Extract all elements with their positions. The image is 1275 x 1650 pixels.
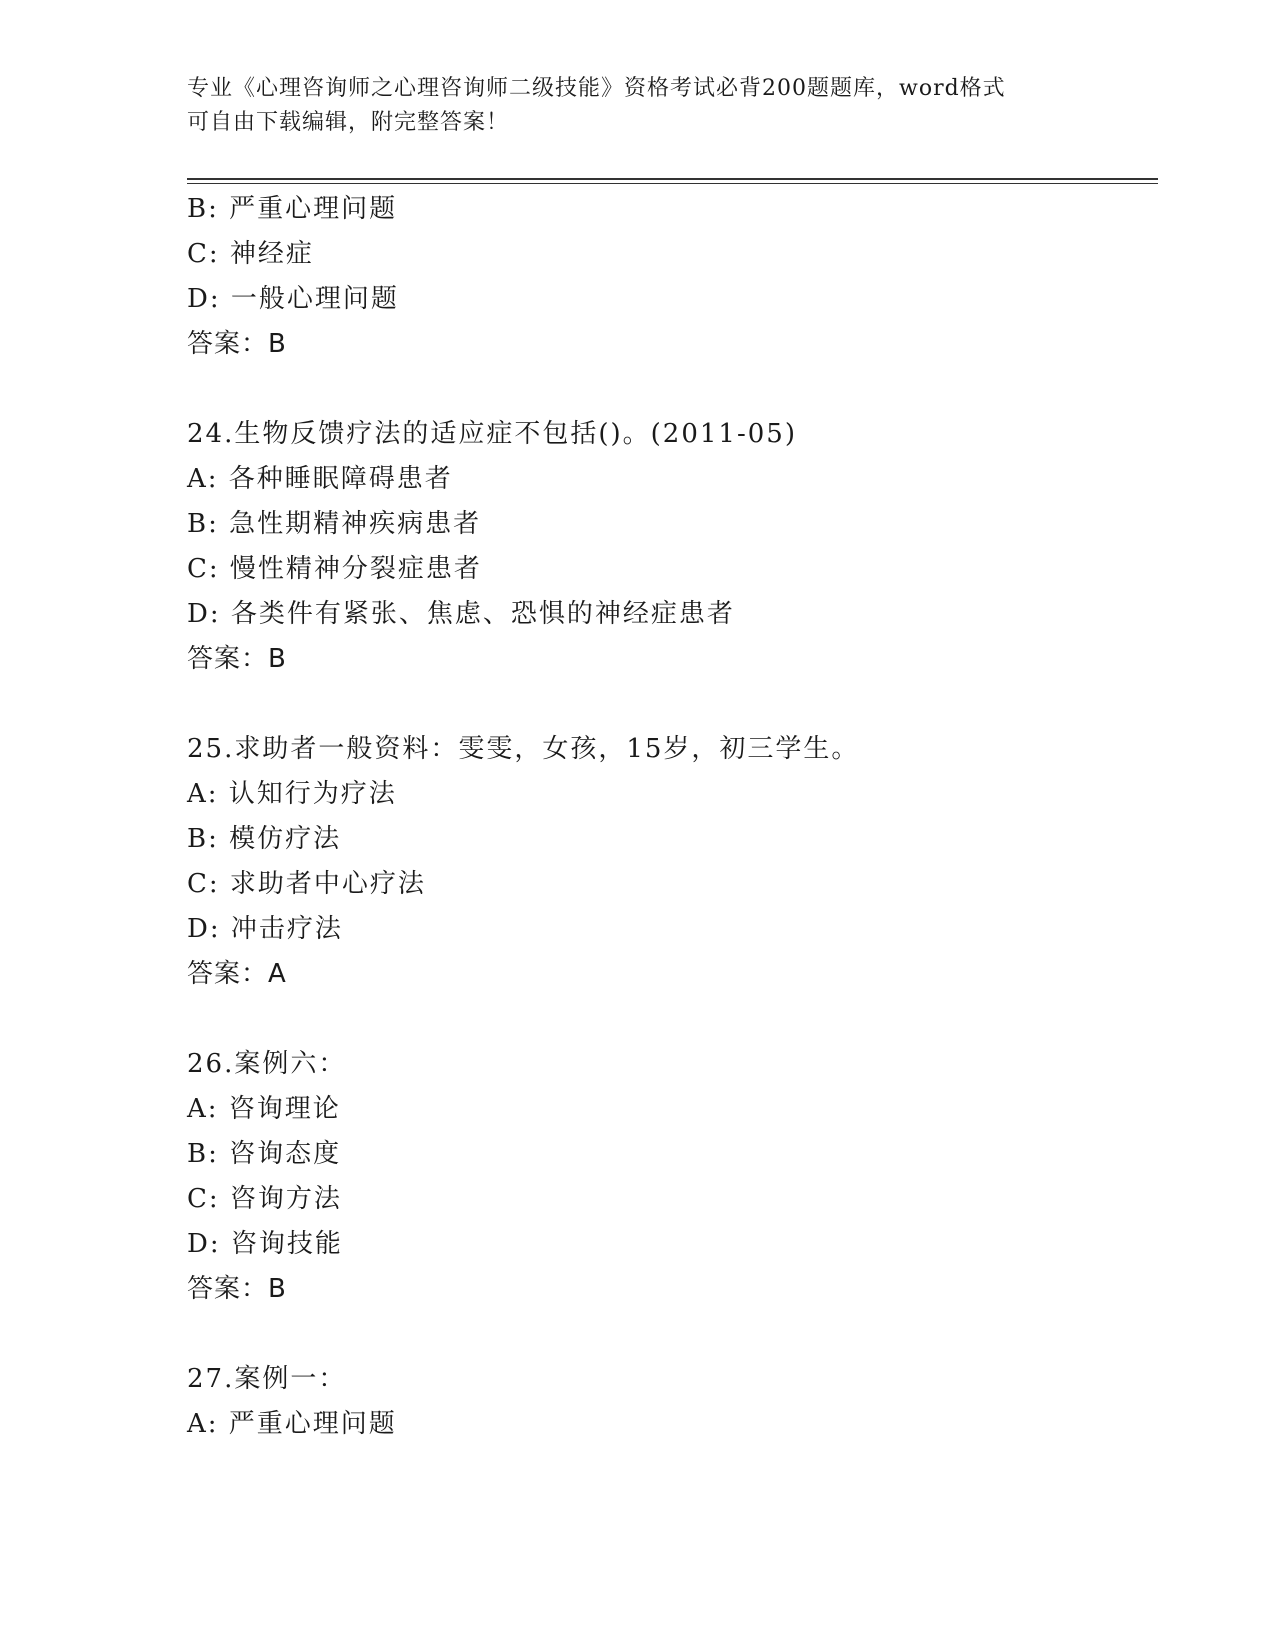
- q25-answer: 答案：A: [187, 959, 287, 989]
- q24-stem: 24.生物反馈疗法的适应症不包括()。(2011-05): [187, 419, 797, 449]
- q27-option-a: A: 严重心理问题: [187, 1409, 397, 1439]
- q26-option-b: B: 咨询态度: [187, 1139, 342, 1169]
- header-line-1: 专业《心理咨询师之心理咨询师二级技能》资格考试必背200题题库，word格式: [187, 76, 1006, 101]
- q24-answer: 答案：B: [187, 644, 287, 674]
- q26-option-a: A: 咨询理论: [187, 1094, 341, 1124]
- q25-option-c: C: 求助者中心疗法: [187, 869, 426, 899]
- header-divider-thin: [187, 183, 1158, 184]
- q24-option-b: B: 急性期精神疾病患者: [187, 509, 482, 539]
- q26-answer: 答案：B: [187, 1274, 287, 1304]
- document-header: [187, 72, 1087, 140]
- header-line-2: 可自由下载编辑，附完整答案！: [187, 110, 510, 135]
- q26-stem: 26.案例六：: [187, 1049, 347, 1079]
- q23-option-c: C: 神经症: [187, 239, 314, 269]
- q23-answer: 答案：B: [187, 329, 287, 359]
- q25-option-a: A: 认知行为疗法: [187, 779, 397, 809]
- q23-option-b: B: 严重心理问题: [187, 194, 398, 224]
- header-divider: [187, 178, 1158, 180]
- q27-stem: 27.案例一：: [187, 1364, 347, 1394]
- q23-option-d: D: 一般心理问题: [187, 284, 399, 314]
- q24-option-c: C: 慢性精神分裂症患者: [187, 554, 482, 584]
- q25-option-d: D: 冲击疗法: [187, 914, 343, 944]
- q26-option-d: D: 咨询技能: [187, 1229, 343, 1259]
- q25-option-b: B: 模仿疗法: [187, 824, 342, 854]
- q25-stem: 25.求助者一般资料：雯雯，女孩，15岁，初三学生。: [187, 734, 860, 764]
- q24-option-a: A: 各种睡眠障碍患者: [187, 464, 453, 494]
- q26-option-c: C: 咨询方法: [187, 1184, 342, 1214]
- q24-option-d: D: 各类件有紧张、焦虑、恐惧的神经症患者: [187, 599, 735, 629]
